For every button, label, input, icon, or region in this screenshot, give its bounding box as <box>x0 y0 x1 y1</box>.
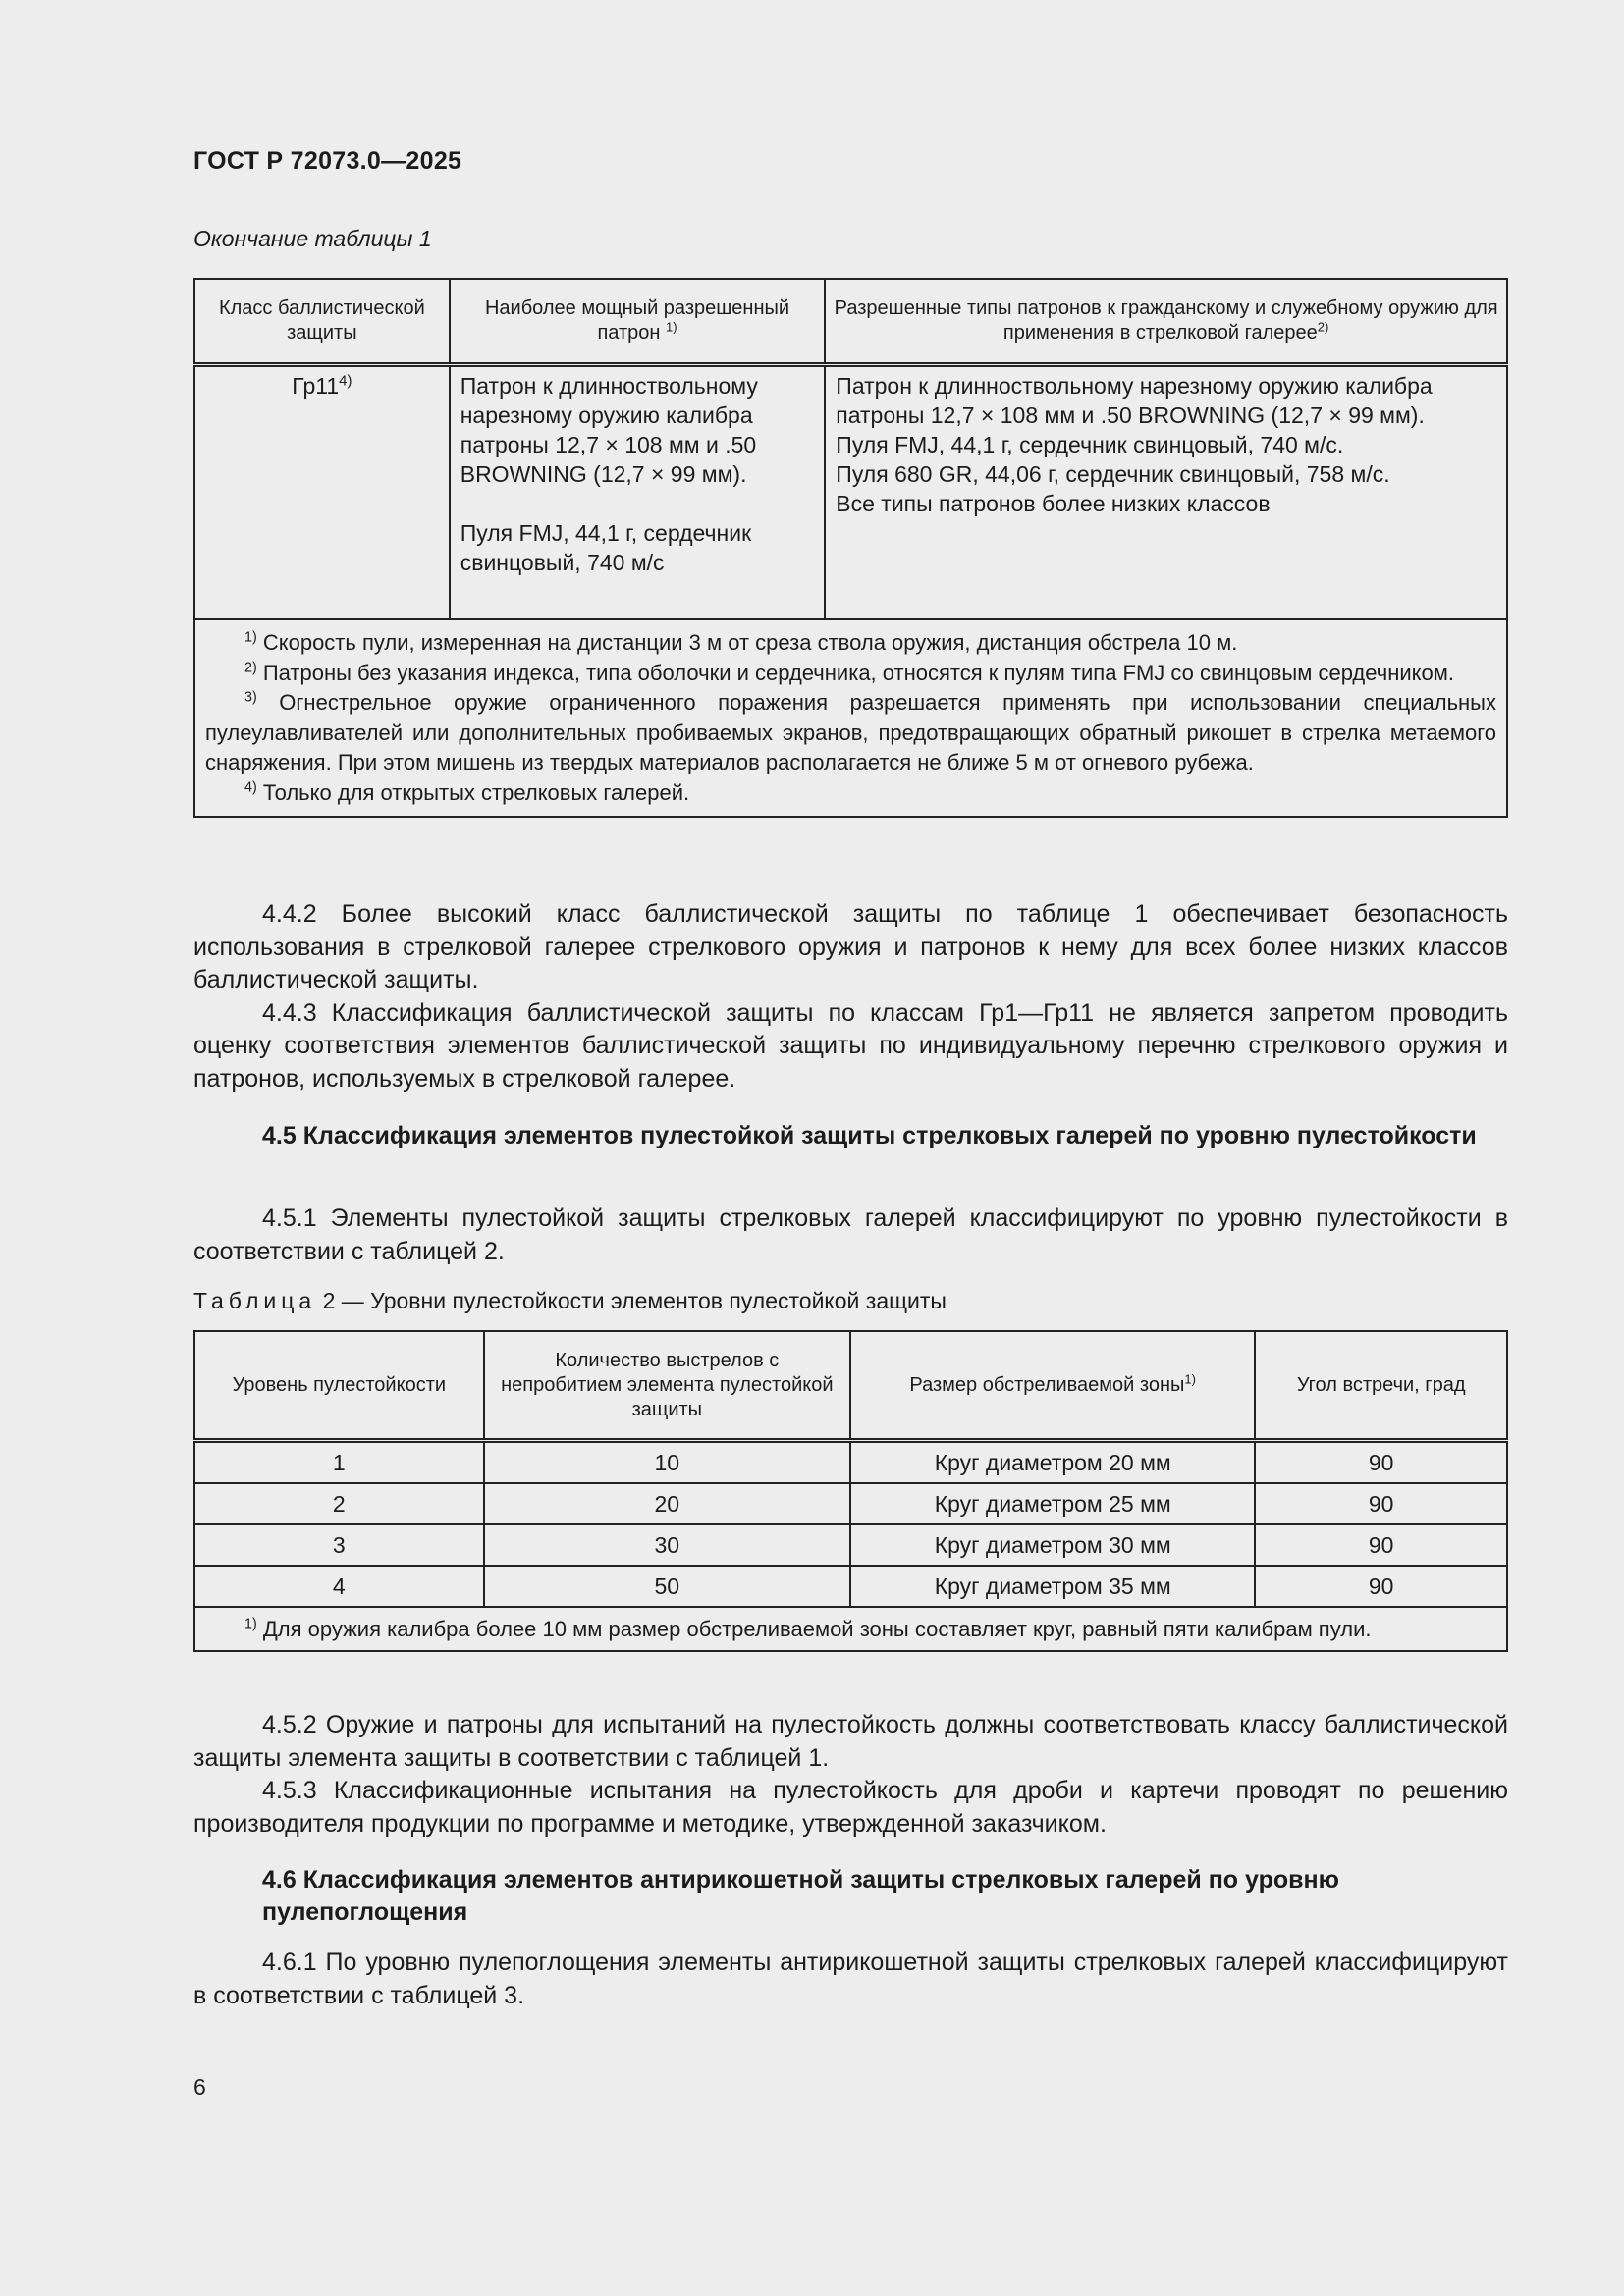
cell: 90 <box>1255 1566 1507 1607</box>
header-cell: Разрешенные типы патронов к гражданскому и служебному оружию для применения в стрелковой галерее$^{2)}$ <box>825 279 1507 365</box>
paragraph: 4.4.3 Классификация баллистической защиты по классам Гр1—Гр11 не является запретом проводить оценку соответствия элементов баллистической защиты по индивидуальному перечню стрелкового оружия и патронов, используемых в стрелковой галерее. <box>193 998 1508 1093</box>
bullet-text: Пуля FMJ, 44,1 г, сердечник свинцовый, 740 м/с <box>460 520 752 575</box>
cell: 20 <box>484 1483 850 1524</box>
footnote: $^{4)}$ Только для открытых стрелковых галерей. <box>244 779 690 805</box>
allowed-line: Патрон к длинноствольному нарезному оружию калибра патроны 12,7 × 108 мм и .50 BROWNING (12,7 × 99 мм). <box>836 373 1433 428</box>
allowed-cell <box>825 365 1507 620</box>
section-heading: 4.5 Классификация элементов пулестойкой защиты стрелковых галерей по уровню пулестойкости <box>262 1122 1477 1149</box>
allowed-line: Все типы патронов более низких классов <box>836 491 1271 516</box>
cell: 2 <box>194 1483 484 1524</box>
cell: 90 <box>1255 1441 1507 1484</box>
page-number: 6 <box>193 2074 206 2100</box>
cell: 3 <box>194 1524 484 1566</box>
footnote: $^{1)}$ Скорость пули, измеренная на дистанции 3 м от среза ствола оружия, дистанция обстрела 10 м. <box>244 629 1238 655</box>
paragraph-group <box>193 1709 1508 1841</box>
header-cell: Угол встречи, град <box>1255 1331 1507 1441</box>
table-row <box>194 1441 1507 1484</box>
cartridge-cell <box>450 365 826 620</box>
paragraph-group <box>193 1947 1508 2012</box>
paragraph: 4.5.1 Элементы пулестойкой защиты стрелковых галерей классифицируют по уровню пулестойкости в соответствии с таблицей 2. <box>193 1204 1508 1265</box>
footnote: $^{3)}$ Огнестрельное оружие ограниченного поражения разрешается применять при использовании специальных пулеулавливателей или дополнительных пробиваемых экранов, предотвращающих обратный рикошет в стрелка метаемого снаряжения. При этом мишень из твердых материалов располагается не ближе 5 м от огневого рубежа. <box>205 689 1496 774</box>
table-header-row <box>194 279 1507 365</box>
table-row <box>194 1566 1507 1607</box>
cell: 30 <box>484 1524 850 1566</box>
table-2 <box>193 1330 1508 1652</box>
allowed-line: Пуля FMJ, 44,1 г, сердечник свинцовый, 740 м/с. <box>836 432 1344 457</box>
cell: Круг диаметром 25 мм <box>850 1483 1255 1524</box>
table-header-row <box>194 1331 1507 1441</box>
footnote: $^{2)}$ Патроны без указания индекса, типа оболочки и сердечника, относятся к пулям типа FMJ со свинцовым сердечником. <box>244 660 1455 685</box>
footnote: $^{1)}$ Для оружия калибра более 10 мм размер обстреливаемой зоны составляет круг, равный пяти калибрам пули. <box>244 1616 1372 1641</box>
paragraph: 4.5.2 Оружие и патроны для испытаний на пулестойкость должны соответствовать классу баллистической защиты элемента защиты в соответствии с таблицей 1. <box>193 1711 1508 1772</box>
table-caption: Таблица 2 — Уровни пулестойкости элементов пулестойкой защиты <box>193 1288 947 1313</box>
cell: 4 <box>194 1566 484 1607</box>
table-row <box>194 1524 1507 1566</box>
header-cell: Размер обстреливаемой зоны$^{1)}$ <box>850 1331 1255 1441</box>
header-cell: Класс баллистической защиты <box>194 279 450 365</box>
cartridge-text: Патрон к длинноствольному нарезному оружию калибра патроны 12,7 × 108 мм и .50 BROWNING (12,7 × 99 мм). <box>460 373 758 487</box>
class-cell: Гр11$^{4)}$ <box>194 365 450 620</box>
cell: 90 <box>1255 1524 1507 1566</box>
cell: 1 <box>194 1441 484 1484</box>
paragraph: 4.5.3 Классификационные испытания на пулестойкость для дроби и картечи проводят по решению производителя продукции по программе и методике, утвержденной заказчиком. <box>193 1777 1508 1838</box>
paragraph: 4.4.2 Более высокий класс баллистической защиты по таблице 1 обеспечивает безопасность использования в стрелковой галерее стрелкового оружия и патронов к нему для всех более низких классов баллистической защиты. <box>193 900 1508 993</box>
document-header: ГОСТ Р 72073.0—2025 <box>193 147 462 175</box>
cell: Круг диаметром 30 мм <box>850 1524 1255 1566</box>
cell: 90 <box>1255 1483 1507 1524</box>
table-row <box>194 365 1507 620</box>
header-cell: Количество выстрелов с непробитием элемента пулестойкой защиты <box>484 1331 850 1441</box>
header-cell: Уровень пулестойкости <box>194 1331 484 1441</box>
cell: 50 <box>484 1566 850 1607</box>
table-1 <box>193 278 1508 818</box>
section-heading: 4.6 Классификация элементов антирикошетной защиты стрелковых галерей по уровню пулепоглощения <box>262 1866 1339 1926</box>
allowed-line: Пуля 680 GR, 44,06 г, сердечник свинцовый, 758 м/с. <box>836 461 1390 487</box>
paragraph-group <box>193 898 1508 1095</box>
table-footnotes <box>194 619 1507 817</box>
table-row <box>194 1483 1507 1524</box>
cell: Круг диаметром 20 мм <box>850 1441 1255 1484</box>
cell: 10 <box>484 1441 850 1484</box>
cell: Круг диаметром 35 мм <box>850 1566 1255 1607</box>
table-footnotes <box>194 1607 1507 1651</box>
table-continuation-label: Окончание таблицы 1 <box>193 226 432 251</box>
header-cell: Наиболее мощный разрешенный патрон $^{1)}$ <box>450 279 826 365</box>
paragraph: 4.6.1 По уровню пулепоглощения элементы антирикошетной защиты стрелковых галерей классифицируют в соответствии с таблицей 3. <box>193 1949 1508 2009</box>
paragraph-group <box>193 1202 1508 1268</box>
